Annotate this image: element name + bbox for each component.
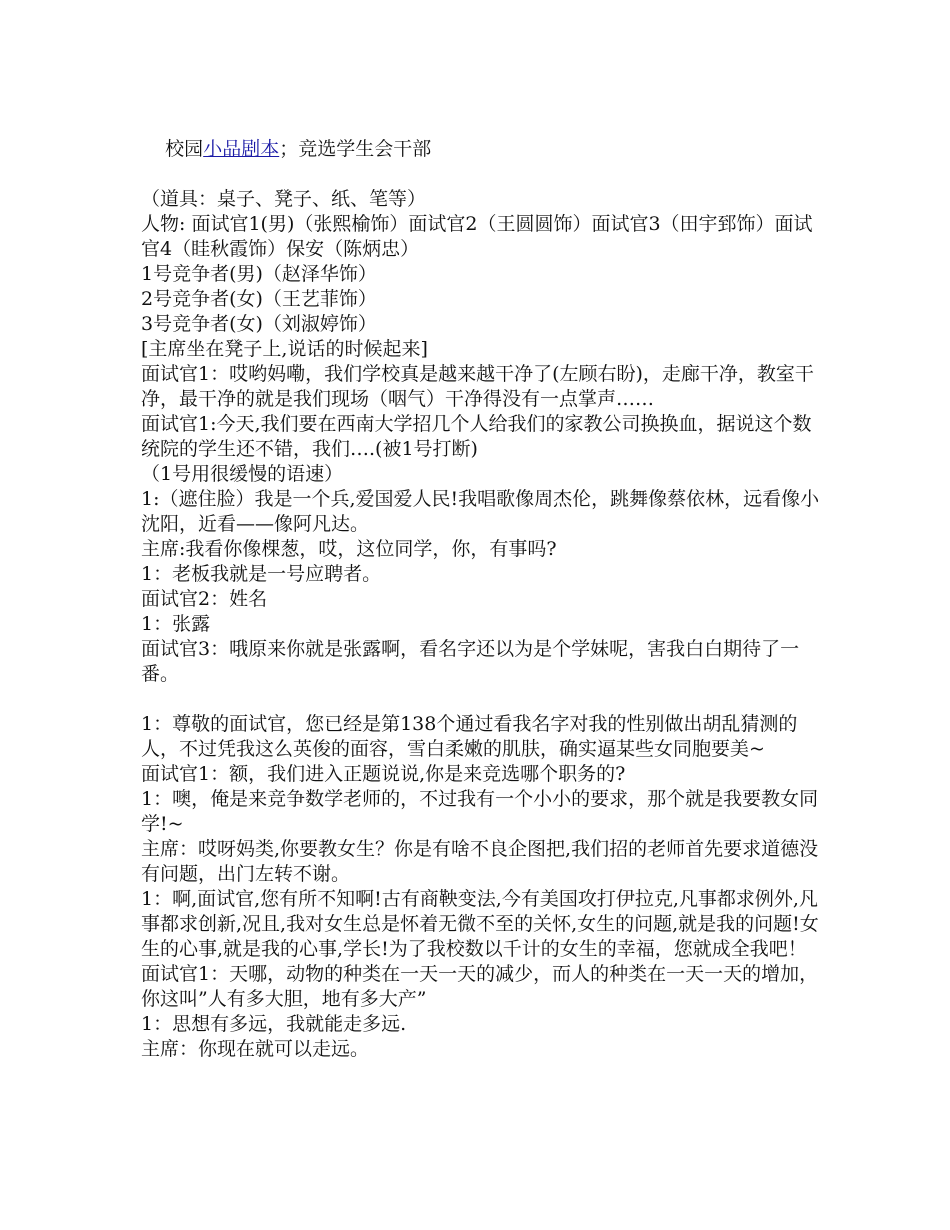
dialogue-line: 1：思想有多远，我就能走多远. (141, 1013, 407, 1035)
dialogue-line: 主席:我看你像棵葱，哎，这位同学，你，有事吗? (141, 538, 557, 560)
dialogue-line: 1：张露 (141, 613, 211, 635)
dialogue-line: 面试官3：哦原来你就是张露啊，看名字还以为是个学妹呢，害我白白期待了一番。 (141, 638, 800, 685)
document-title (141, 112, 821, 187)
dialogue-line: 面试官1：哎哟妈嘞，我们学校真是越来越干净了(左顾右盼)，走廊干净，教室干净，最干净的就是我们现场（咽气）干净得没有一点掌声…… (141, 363, 814, 410)
paragraph-gap (141, 687, 821, 712)
dialogue-line: 1：尊敬的面试官，您已经是第138个通过看我名字对我的性别做出胡乱猜测的人，不过凭我这么英俊的面容，雪白柔嫩的肌肤，确实逼某些女同胞要美~ (141, 713, 798, 760)
dialogue-line: 1:（遮住脸）我是一个兵,爱国爱人民!我唱歌像周杰伦，跳舞像蔡依林，远看像小沈阳，近看——像阿凡达。 (141, 488, 820, 535)
props-line: （道具：桌子、凳子、纸、笔等） (141, 188, 427, 210)
title-prefix: 校园 (165, 138, 204, 160)
stage-direction: （1号用很缓慢的语速） (141, 463, 344, 485)
script-document (141, 112, 821, 1062)
script-link[interactable]: 小品剧本 (203, 138, 280, 160)
stage-direction: [主席坐在凳子上,说话的时候起来] (141, 338, 428, 360)
dialogue-line: 面试官1:今天,我们要在西南大学招几个人给我们的家教公司换换血，据说这个数统院的学生还不错，我们….(被1号打断) (141, 413, 812, 460)
dialogue-line: 1：啊,面试官,您有所不知啊!古有商鞅变法,今有美国攻打伊拉克,凡事都求例外,凡事都求创新,况且,我对女生总是怀着无微不至的关怀,女生的问题,就是我的问题!女生的心事,就是我的心事,学长!为了我校数以千计的女生的幸福，您就成全我吧！ (141, 888, 819, 960)
contestant-1-line: 1号竞争者(男)（赵泽华饰） (141, 263, 377, 285)
dialogue-line: 主席：你现在就可以走远。 (141, 1038, 370, 1060)
characters-line: 人物: 面试官1(男)（张熙榆饰）面试官2（王圆圆饰）面试官3（田宇郅饰）面试官4（眭秋霞饰）保安（陈炳忠） (141, 213, 813, 260)
contestant-2-line: 2号竞争者(女)（王艺菲饰） (141, 288, 377, 310)
title-suffix: ；竞选学生会干部 (279, 138, 432, 160)
contestant-3-line: 3号竞争者(女)（刘淑婷饰） (141, 313, 377, 335)
dialogue-line: 面试官1：天哪，动物的种类在一天一天的减少，而人的种类在一天一天的增加，你这叫”人有多大胆，地有多大产” (141, 963, 819, 1010)
dialogue-line: 面试官1：额，我们进入正题说说,你是来竞选哪个职务的? (141, 763, 626, 785)
dialogue-line: 1：老板我就是一号应聘者。 (141, 563, 382, 585)
dialogue-line: 主席：哎呀妈类,你要教女生？你是有啥不良企图把,我们招的老师首先要求道德没有问题，出门左转不谢。 (141, 838, 819, 885)
dialogue-line: 面试官2：姓名 (141, 588, 268, 610)
dialogue-line: 1：噢，俺是来竞争数学老师的，不过我有一个小小的要求，那个就是我要教女同学!~ (141, 788, 819, 835)
